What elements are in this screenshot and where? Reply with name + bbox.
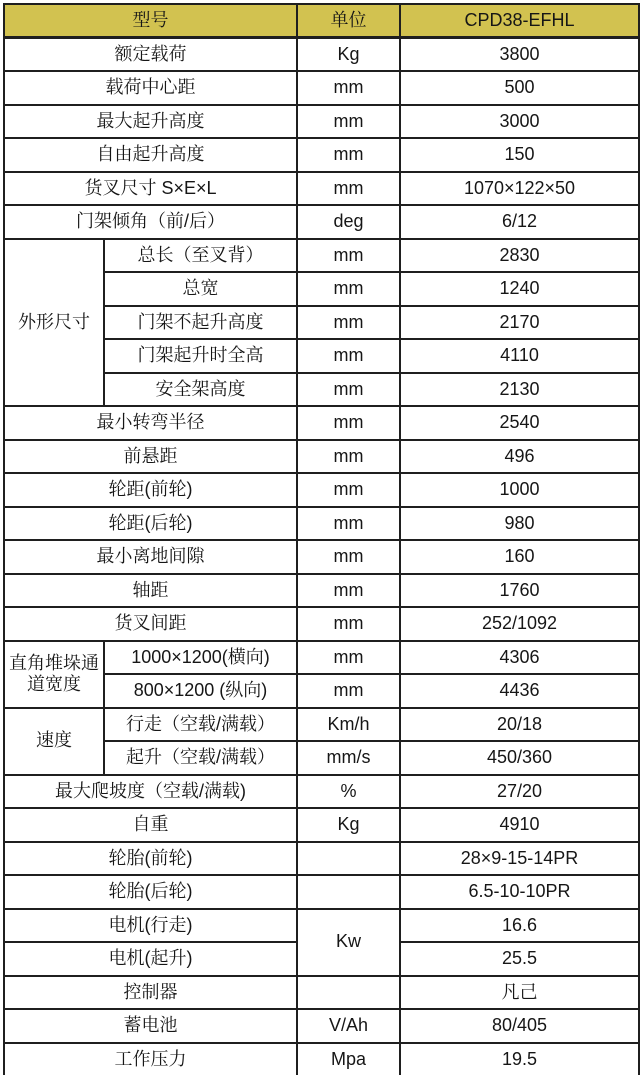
spec-group-cell: 直角堆垛通道宽度 [4, 641, 104, 708]
spec-label-cell: 工作压力 [4, 1043, 297, 1075]
spec-label-cell: 800×1200 (纵向) [104, 674, 297, 708]
spec-value-cell: 1760 [400, 574, 639, 608]
spec-unit-cell: mm [297, 71, 400, 105]
spec-label-cell: 前悬距 [4, 440, 297, 474]
spec-unit-cell: mm [297, 339, 400, 373]
spec-label-cell: 轮距(后轮) [4, 507, 297, 541]
spec-unit-cell: Kg [297, 808, 400, 842]
header-unit-cell: 单位 [297, 4, 400, 38]
spec-row [4, 205, 639, 239]
spec-unit-cell: mm [297, 373, 400, 407]
spec-unit-cell: mm [297, 607, 400, 641]
spec-unit-cell: Kg [297, 38, 400, 72]
spec-label-cell: 最大起升高度 [4, 105, 297, 139]
spec-label-cell: 1000×1200(横向) [104, 641, 297, 675]
spec-row [4, 775, 639, 809]
spec-value-cell: 150 [400, 138, 639, 172]
spec-label-cell: 额定载荷 [4, 38, 297, 72]
spec-unit-cell [297, 976, 400, 1010]
spec-unit-cell: mm [297, 674, 400, 708]
spec-row [4, 607, 639, 641]
spec-row [4, 540, 639, 574]
spec-row [4, 172, 639, 206]
spec-value-cell: 160 [400, 540, 639, 574]
header-model-cell: 型号 [4, 4, 297, 38]
spec-value-cell: 1000 [400, 473, 639, 507]
spec-value-cell: 500 [400, 71, 639, 105]
spec-value-cell: 496 [400, 440, 639, 474]
spec-value-cell: 3000 [400, 105, 639, 139]
spec-value-cell: 450/360 [400, 741, 639, 775]
header-value-cell: CPD38-EFHL [400, 4, 639, 38]
spec-value-cell: 16.6 [400, 909, 639, 943]
spec-label-cell: 载荷中心距 [4, 71, 297, 105]
spec-value-cell: 凡己 [400, 976, 639, 1010]
spec-unit-cell: mm [297, 574, 400, 608]
spec-row [4, 105, 639, 139]
spec-label-cell: 轮胎(前轮) [4, 842, 297, 876]
spec-unit-cell: mm [297, 272, 400, 306]
spec-table-header [4, 4, 639, 38]
spec-value-cell: 80/405 [400, 1009, 639, 1043]
spec-unit-cell: mm [297, 507, 400, 541]
spec-group-cell: 外形尺寸 [4, 239, 104, 407]
spec-row [4, 909, 639, 943]
spec-unit-cell: mm [297, 540, 400, 574]
spec-unit-cell: V/Ah [297, 1009, 400, 1043]
spec-row [4, 440, 639, 474]
spec-label-cell: 自由起升高度 [4, 138, 297, 172]
spec-value-cell: 4436 [400, 674, 639, 708]
spec-unit-cell: mm [297, 641, 400, 675]
spec-value-cell: 252/1092 [400, 607, 639, 641]
spec-row [4, 507, 639, 541]
spec-unit-cell: % [297, 775, 400, 809]
spec-value-cell: 4910 [400, 808, 639, 842]
spec-label-cell: 蓄电池 [4, 1009, 297, 1043]
spec-row [4, 1043, 639, 1075]
spec-table [3, 3, 640, 1075]
spec-row [4, 38, 639, 72]
spec-row [4, 574, 639, 608]
spec-label-cell: 门架倾角（前/后） [4, 205, 297, 239]
spec-label-cell: 轮距(前轮) [4, 473, 297, 507]
spec-row [4, 71, 639, 105]
spec-label-cell: 自重 [4, 808, 297, 842]
spec-label-cell: 行走（空载/满载） [104, 708, 297, 742]
spec-value-cell: 1240 [400, 272, 639, 306]
header-row [4, 4, 639, 38]
spec-value-cell: 25.5 [400, 942, 639, 976]
spec-row [4, 842, 639, 876]
spec-unit-cell: mm [297, 239, 400, 273]
spec-unit-cell: mm [297, 105, 400, 139]
spec-value-cell: 4306 [400, 641, 639, 675]
spec-value-cell: 3800 [400, 38, 639, 72]
spec-unit-cell: Km/h [297, 708, 400, 742]
spec-label-cell: 最小离地间隙 [4, 540, 297, 574]
spec-unit-cell: mm [297, 406, 400, 440]
spec-row [4, 1009, 639, 1043]
spec-value-cell: 980 [400, 507, 639, 541]
spec-label-cell: 货叉间距 [4, 607, 297, 641]
spec-label-cell: 门架起升时全高 [104, 339, 297, 373]
spec-value-cell: 2130 [400, 373, 639, 407]
spec-value-cell: 2830 [400, 239, 639, 273]
spec-value-cell: 19.5 [400, 1043, 639, 1075]
spec-label-cell: 电机(行走) [4, 909, 297, 943]
spec-label-cell: 货叉尺寸 S×E×L [4, 172, 297, 206]
spec-label-cell: 控制器 [4, 976, 297, 1010]
spec-unit-cell [297, 875, 400, 909]
spec-table-body [4, 38, 639, 1075]
spec-value-cell: 2170 [400, 306, 639, 340]
spec-value-cell: 2540 [400, 406, 639, 440]
spec-value-cell: 27/20 [400, 775, 639, 809]
spec-label-cell: 轮胎(后轮) [4, 875, 297, 909]
spec-row [4, 138, 639, 172]
spec-unit-cell: mm/s [297, 741, 400, 775]
spec-value-cell: 20/18 [400, 708, 639, 742]
spec-unit-cell [297, 842, 400, 876]
spec-value-cell: 6/12 [400, 205, 639, 239]
spec-unit-cell: mm [297, 306, 400, 340]
spec-row [4, 473, 639, 507]
spec-label-cell: 安全架高度 [104, 373, 297, 407]
spec-unit-cell: mm [297, 138, 400, 172]
spec-unit-cell: Mpa [297, 1043, 400, 1075]
spec-row [4, 875, 639, 909]
spec-row [4, 406, 639, 440]
spec-label-cell: 轴距 [4, 574, 297, 608]
spec-value-cell: 4110 [400, 339, 639, 373]
spec-unit-cell: Kw [297, 909, 400, 976]
spec-value-cell: 28×9-15-14PR [400, 842, 639, 876]
spec-unit-cell: deg [297, 205, 400, 239]
spec-value-cell: 1070×122×50 [400, 172, 639, 206]
spec-unit-cell: mm [297, 172, 400, 206]
spec-row [4, 708, 639, 742]
spec-label-cell: 总长（至叉背） [104, 239, 297, 273]
spec-label-cell: 电机(起升) [4, 942, 297, 976]
spec-row [4, 808, 639, 842]
spec-row [4, 641, 639, 675]
spec-label-cell: 总宽 [104, 272, 297, 306]
spec-label-cell: 最小转弯半径 [4, 406, 297, 440]
spec-unit-cell: mm [297, 473, 400, 507]
spec-unit-cell: mm [297, 440, 400, 474]
spec-label-cell: 最大爬坡度（空载/满载) [4, 775, 297, 809]
spec-value-cell: 6.5-10-10PR [400, 875, 639, 909]
spec-label-cell: 门架不起升高度 [104, 306, 297, 340]
spec-row [4, 976, 639, 1010]
spec-label-cell: 起升（空载/满载） [104, 741, 297, 775]
spec-group-cell: 速度 [4, 708, 104, 775]
spec-row [4, 239, 639, 273]
